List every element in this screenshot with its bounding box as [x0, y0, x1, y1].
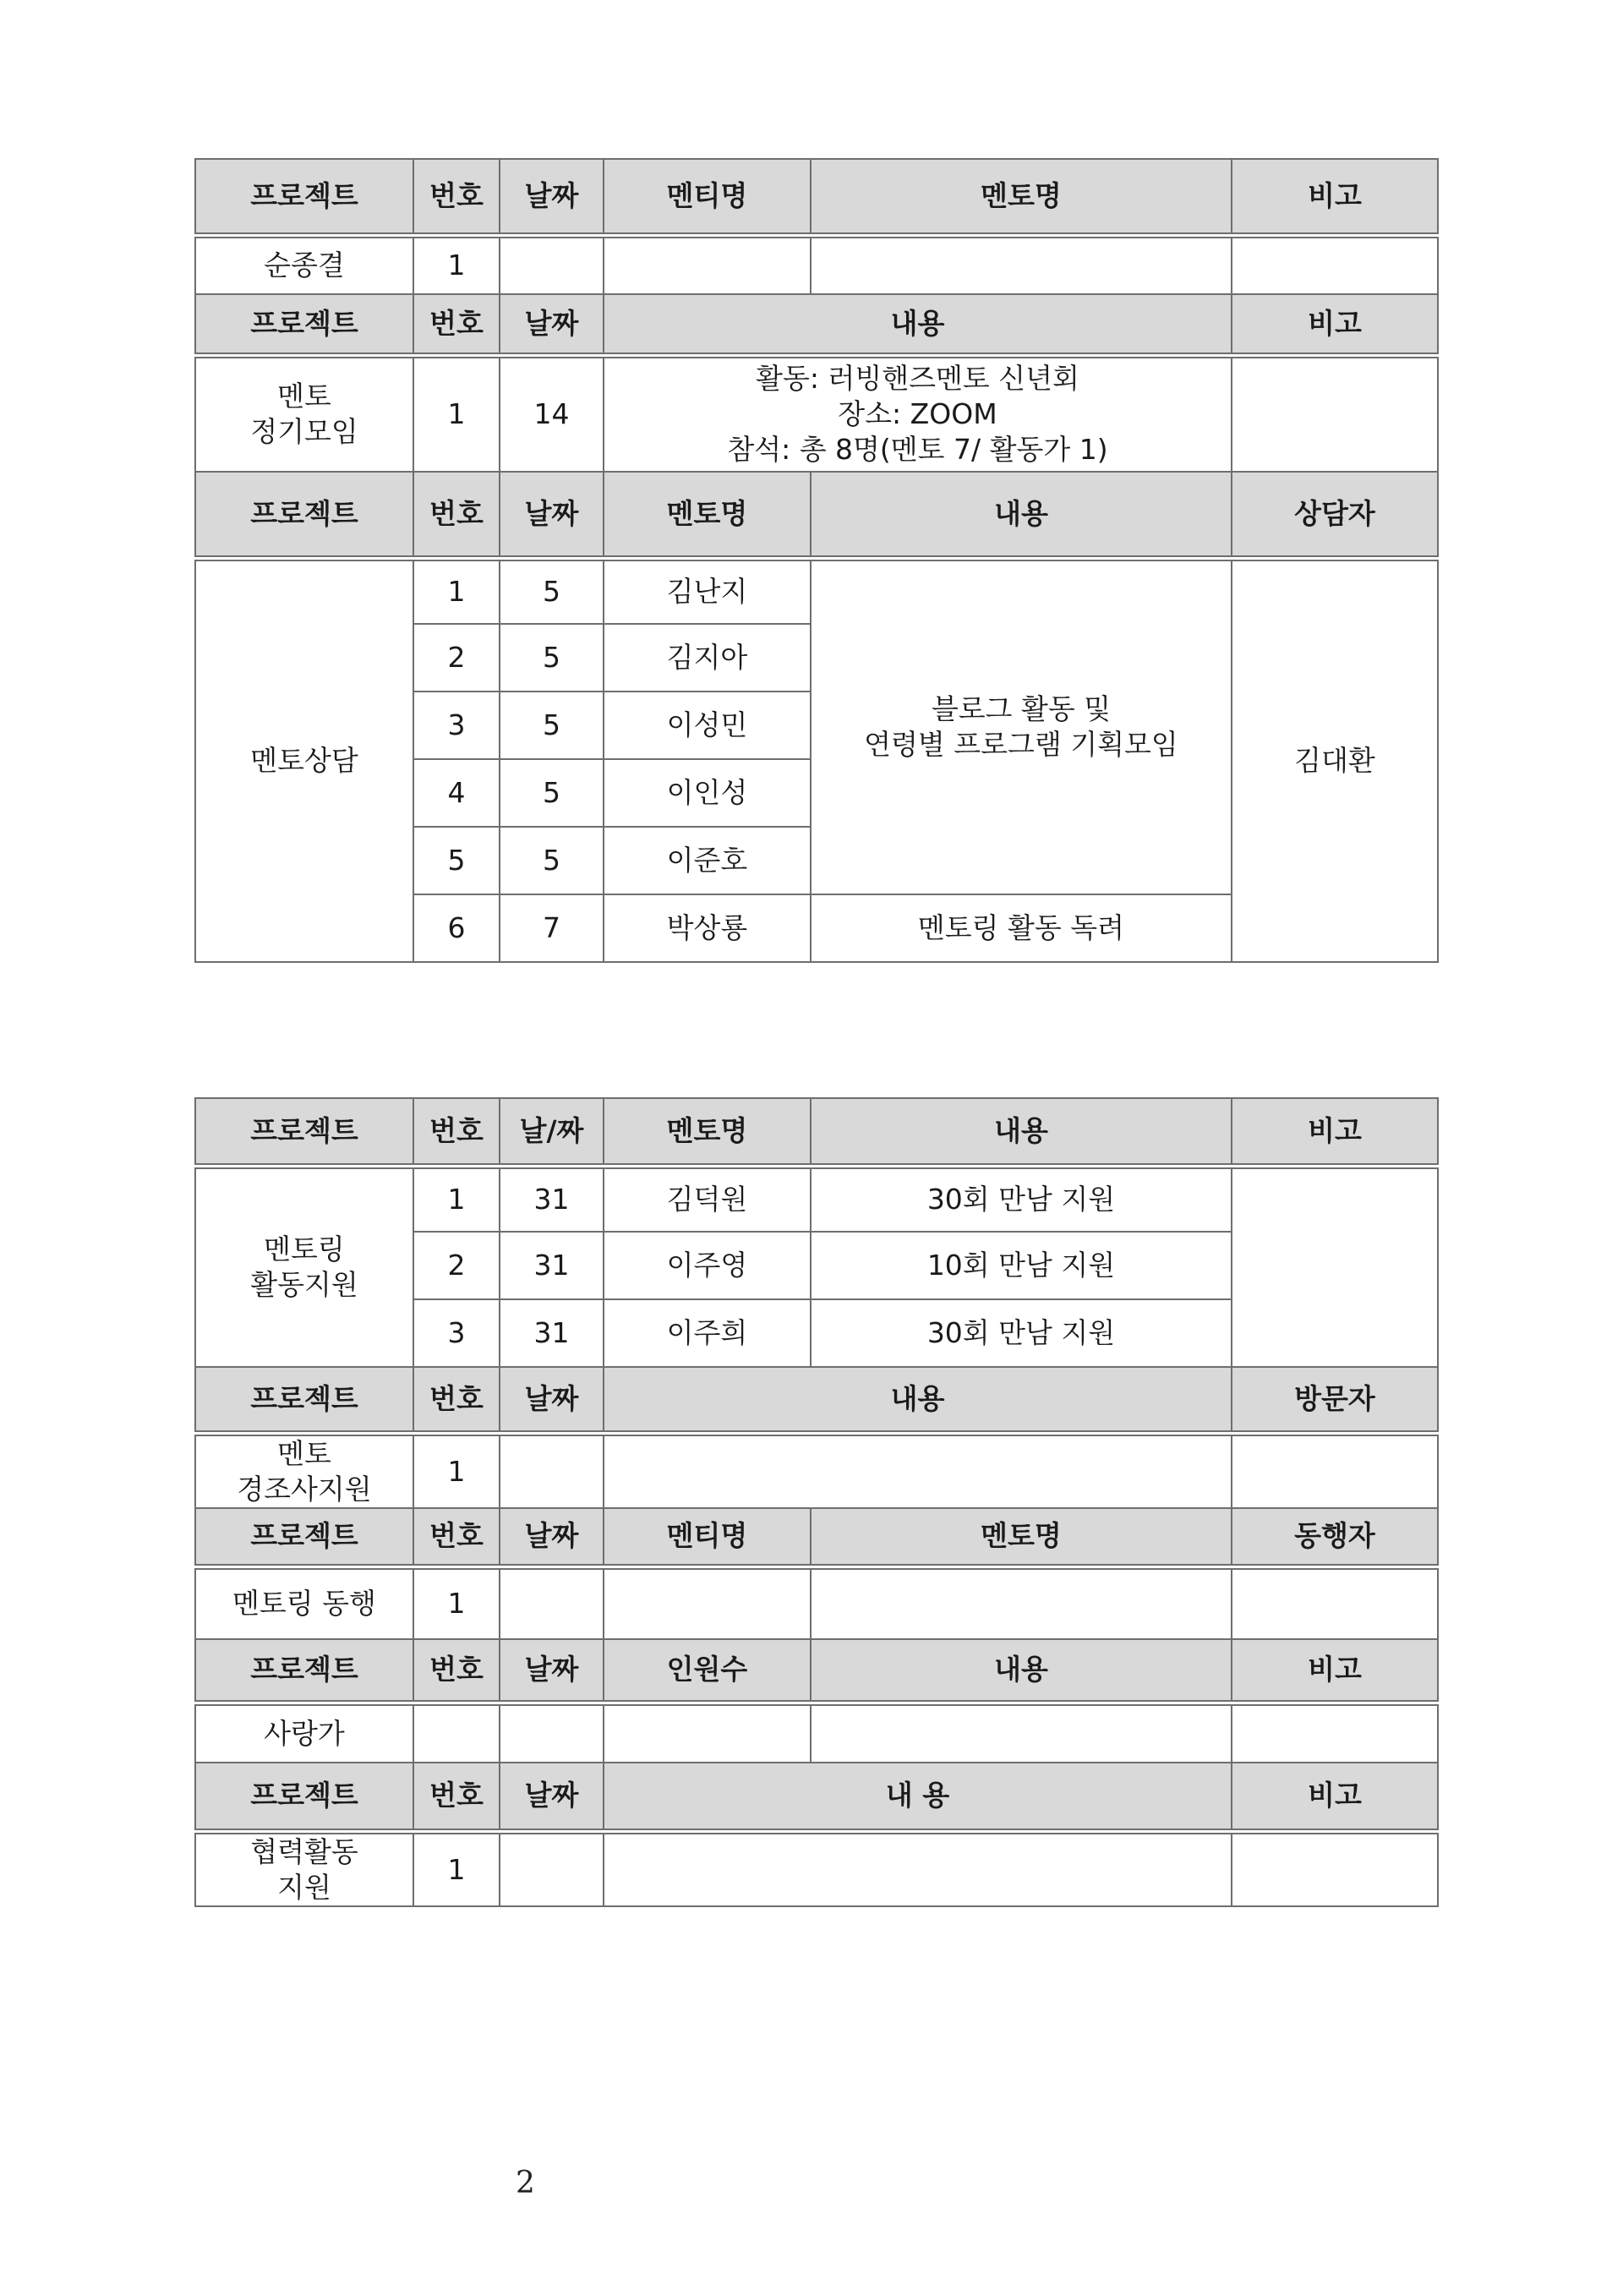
- mentoring-table-2: [194, 1097, 1439, 1907]
- header-project: 프로젝트: [195, 1508, 413, 1567]
- header-row: [195, 1763, 1438, 1832]
- date-cell: 14: [500, 355, 604, 472]
- header-note: 비고: [1232, 1098, 1438, 1166]
- number-cell: [413, 1703, 500, 1763]
- header-mentor: 멘토명: [811, 159, 1232, 235]
- content-cell: [811, 1703, 1232, 1763]
- date-cell: [500, 1703, 604, 1763]
- header-row: [195, 1639, 1438, 1703]
- date-cell: [500, 1433, 604, 1508]
- header-date: 날짜: [500, 159, 604, 235]
- header-number: 번호: [413, 159, 500, 235]
- table-row: [195, 1433, 1438, 1508]
- date-cell: 31: [500, 1232, 604, 1299]
- table-row: [195, 1832, 1438, 1907]
- header-project: 프로젝트: [195, 472, 413, 558]
- mentor-cell: 이준호: [604, 827, 811, 894]
- header-note: 비고: [1232, 159, 1438, 235]
- number-cell: 2: [413, 624, 500, 692]
- header-number: 번호: [413, 1367, 500, 1433]
- number-cell: 1: [413, 558, 500, 624]
- mentor-cell: 박상룡: [604, 894, 811, 962]
- content-cell: [604, 1832, 1232, 1907]
- counselor-cell: 김대환: [1232, 558, 1438, 962]
- project-cell: [195, 355, 413, 472]
- number-cell: 1: [413, 1567, 500, 1639]
- header-project: 프로젝트: [195, 159, 413, 235]
- header-date: 날/짜: [500, 1098, 604, 1166]
- project-line: 경조사지원: [237, 1472, 372, 1506]
- header-date: 날짜: [500, 1367, 604, 1433]
- header-row: [195, 159, 1438, 235]
- mentoring-table-1: [194, 158, 1439, 963]
- project-cell: 멘토링 동행: [195, 1567, 413, 1639]
- number-cell: 2: [413, 1232, 500, 1299]
- note-cell: [1232, 1832, 1438, 1907]
- number-cell: 1: [413, 355, 500, 472]
- page-number: 2: [516, 2166, 535, 2200]
- number-cell: 3: [413, 1299, 500, 1367]
- header-date: 날짜: [500, 1763, 604, 1832]
- content-cell: [604, 1433, 1232, 1508]
- header-note: 비고: [1232, 1639, 1438, 1703]
- header-companion: 동행자: [1232, 1508, 1438, 1567]
- date-cell: 7: [500, 894, 604, 962]
- header-counselor: 상담자: [1232, 472, 1438, 558]
- content-line: 참석: 총 8명(멘토 7/ 활동가 1): [727, 433, 1108, 467]
- project-cell: 사랑가: [195, 1703, 413, 1763]
- header-content: 내용: [811, 472, 1232, 558]
- visitor-cell: [1232, 1433, 1438, 1508]
- header-headcount: 인원수: [604, 1639, 811, 1703]
- header-project: 프로젝트: [195, 1367, 413, 1433]
- content-line: 장소: ZOOM: [838, 397, 997, 431]
- date-cell: [500, 1567, 604, 1639]
- content-cell: [811, 558, 1232, 894]
- header-row: [195, 472, 1438, 558]
- header-date: 날짜: [500, 294, 604, 355]
- header-note: 비고: [1232, 1763, 1438, 1832]
- project-cell: [195, 1433, 413, 1508]
- header-number: 번호: [413, 1098, 500, 1166]
- mentor-cell: 이성민: [604, 692, 811, 759]
- date-cell: [500, 235, 604, 294]
- header-visitor: 방문자: [1232, 1367, 1438, 1433]
- header-date: 날짜: [500, 1508, 604, 1567]
- header-number: 번호: [413, 472, 500, 558]
- header-note: 비고: [1232, 294, 1438, 355]
- header-content: 내용: [811, 1639, 1232, 1703]
- header-number: 번호: [413, 1763, 500, 1832]
- table-row: [195, 1567, 1438, 1639]
- note-cell: [1232, 1703, 1438, 1763]
- project-cell: [195, 1832, 413, 1907]
- number-cell: 4: [413, 759, 500, 827]
- header-content: 내용: [604, 294, 1232, 355]
- header-number: 번호: [413, 294, 500, 355]
- date-cell: [500, 1832, 604, 1907]
- content-cell: 30회 만남 지원: [811, 1166, 1232, 1232]
- content-line: 블로그 활동 및: [931, 692, 1112, 726]
- number-cell: 5: [413, 827, 500, 894]
- date-cell: 5: [500, 827, 604, 894]
- number-cell: 1: [413, 235, 500, 294]
- number-cell: 3: [413, 692, 500, 759]
- header-number: 번호: [413, 1639, 500, 1703]
- note-cell: [1232, 355, 1438, 472]
- mentor-cell: 이주영: [604, 1232, 811, 1299]
- date-cell: 5: [500, 624, 604, 692]
- note-cell: [1232, 235, 1438, 294]
- mentor-cell: [811, 1567, 1232, 1639]
- content-cell: 10회 만남 지원: [811, 1232, 1232, 1299]
- project-line: 멘토: [277, 1436, 331, 1470]
- content-line: 활동: 러빙핸즈멘토 신년회: [756, 362, 1079, 396]
- number-cell: 1: [413, 1166, 500, 1232]
- date-cell: 5: [500, 759, 604, 827]
- mentor-cell: 이인성: [604, 759, 811, 827]
- header-content: 내 용: [604, 1763, 1232, 1832]
- project-line: 멘토링: [264, 1233, 345, 1266]
- mentee-cell: [604, 235, 811, 294]
- companion-cell: [1232, 1567, 1438, 1639]
- header-project: 프로젝트: [195, 1098, 413, 1166]
- header-project: 프로젝트: [195, 294, 413, 355]
- mentor-cell: 이주희: [604, 1299, 811, 1367]
- table-row: [195, 355, 1438, 472]
- date-cell: 31: [500, 1166, 604, 1232]
- mentee-cell: [604, 1567, 811, 1639]
- date-cell: 5: [500, 692, 604, 759]
- date-cell: 31: [500, 1299, 604, 1367]
- table-row: [195, 1703, 1438, 1763]
- header-content: 내용: [811, 1098, 1232, 1166]
- number-cell: 1: [413, 1832, 500, 1907]
- header-mentor: 멘토명: [604, 1098, 811, 1166]
- header-mentee: 멘티명: [604, 159, 811, 235]
- project-line: 지원: [277, 1871, 331, 1904]
- project-cell: 멘토상담: [195, 558, 413, 962]
- header-mentee: 멘티명: [604, 1508, 811, 1567]
- date-cell: 5: [500, 558, 604, 624]
- table-row: [195, 1166, 1438, 1232]
- project-line: 정기모임: [250, 415, 358, 449]
- header-row: [195, 294, 1438, 355]
- mentor-cell: 김난지: [604, 558, 811, 624]
- table-row: [195, 235, 1438, 294]
- header-mentor: 멘토명: [604, 472, 811, 558]
- header-number: 번호: [413, 1508, 500, 1567]
- header-project: 프로젝트: [195, 1763, 413, 1832]
- project-line: 활동지원: [250, 1268, 358, 1302]
- content-line: 연령별 프로그램 기획모임: [864, 728, 1178, 762]
- header-row: [195, 1098, 1438, 1166]
- project-line: 멘토: [277, 380, 331, 413]
- project-line: 협력활동: [250, 1835, 358, 1868]
- table-row: [195, 558, 1438, 624]
- mentor-cell: [811, 235, 1232, 294]
- mentor-cell: 김지아: [604, 624, 811, 692]
- header-mentor: 멘토명: [811, 1508, 1232, 1567]
- header-row: [195, 1508, 1438, 1567]
- content-cell: [604, 355, 1232, 472]
- number-cell: 6: [413, 894, 500, 962]
- headcount-cell: [604, 1703, 811, 1763]
- number-cell: 1: [413, 1433, 500, 1508]
- content-cell: 30회 만남 지원: [811, 1299, 1232, 1367]
- content-cell: 멘토링 활동 독려: [811, 894, 1232, 962]
- mentor-cell: 김덕원: [604, 1166, 811, 1232]
- header-row: [195, 1367, 1438, 1433]
- header-date: 날짜: [500, 472, 604, 558]
- project-cell: 순종결: [195, 235, 413, 294]
- project-cell: [195, 1166, 413, 1367]
- header-project: 프로젝트: [195, 1639, 413, 1703]
- header-date: 날짜: [500, 1639, 604, 1703]
- note-cell: [1232, 1166, 1438, 1367]
- header-content: 내용: [604, 1367, 1232, 1433]
